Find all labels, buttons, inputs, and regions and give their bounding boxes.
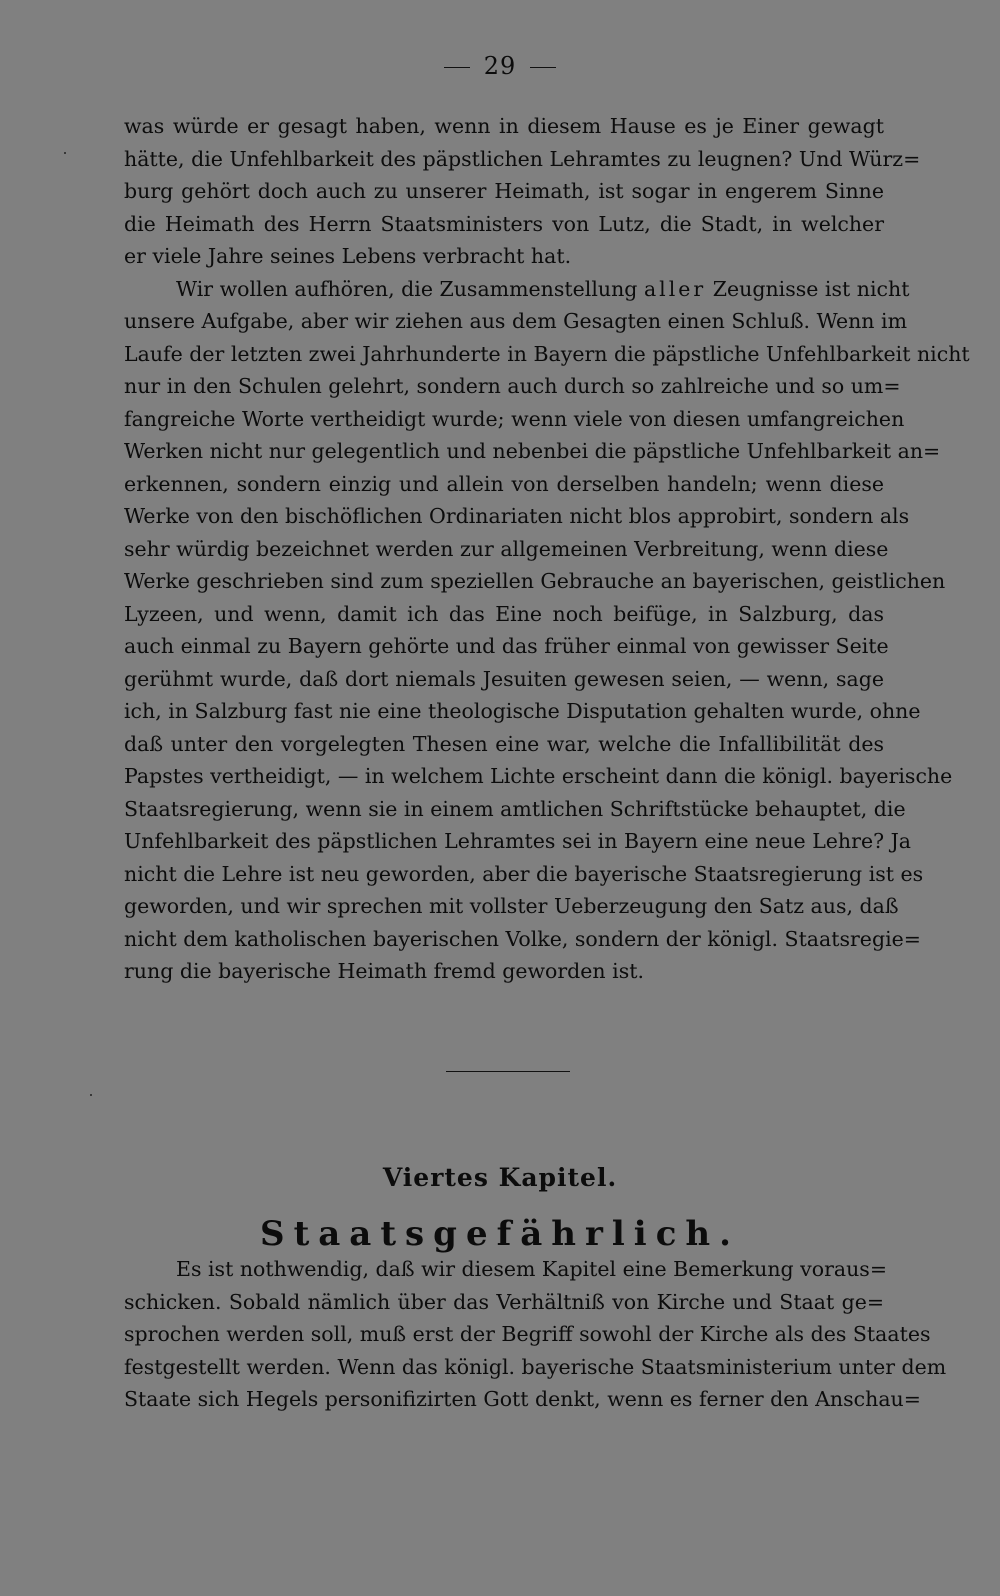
text-line: sprochen werden soll, muß erst der Begriff sowohl der Kirche als des Staates bbox=[124, 1322, 931, 1346]
text-line: erkennen, sondern einzig und allein von derselben handeln; wenn diese bbox=[124, 471, 884, 496]
chapter-title: Staatsgefährlich. bbox=[260, 1214, 740, 1254]
text-line: nur in den Schulen gelehrt, sondern auch durch so zahlreiche und so um= bbox=[124, 374, 901, 398]
header-dash-left bbox=[444, 67, 470, 68]
text-line: Laufe der letzten zwei Jahrhunderte in Bayern die päpstliche Unfehlbarkeit nicht bbox=[124, 341, 970, 366]
text-line: Werke geschrieben sind zum speziellen Gebrauche an bayerischen, geistlichen bbox=[124, 569, 946, 593]
emphasized-word: aller bbox=[643, 276, 707, 301]
paragraph-continuation bbox=[124, 110, 970, 988]
text-line: hätte, die Unfehlbarkeit des päpstlichen Lehramtes zu leugnen? Und Würz= bbox=[124, 146, 921, 171]
chapter-heading: Viertes Kapitel. bbox=[382, 1163, 618, 1192]
text-line: Unfehlbarkeit des päpstlichen Lehramtes sei in Bayern eine neue Lehre? Ja bbox=[124, 829, 912, 853]
text-line: Werke von den bischöflichen Ordinariaten nicht blos approbirt, sondern als bbox=[124, 504, 910, 528]
text-line: burg gehört doch auch zu unserer Heimath, ist sogar in engerem Sinne bbox=[124, 179, 884, 203]
text-line: Staate sich Hegels personifizirten Gott denkt, wenn es ferner den Anschau= bbox=[124, 1387, 921, 1411]
text-line: er viele Jahre seines Lebens verbracht hat. bbox=[124, 244, 572, 268]
text-line: nicht die Lehre ist neu geworden, aber die bayerische Staatsregierung ist es bbox=[124, 861, 924, 886]
text-line: Papstes vertheidigt, — in welchem Lichte erscheint dann die königl. bayerische bbox=[124, 764, 953, 788]
text-line: unsere Aufgabe, aber wir ziehen aus dem Gesagten einen Schluß. Wenn im bbox=[124, 309, 908, 333]
text-line-paragraph-start bbox=[124, 273, 910, 306]
text-line: schicken. Sobald nämlich über das Verhältniß von Kirche und Staat ge= bbox=[124, 1289, 884, 1314]
chapter-opening-paragraph bbox=[124, 1253, 947, 1416]
text-line: was würde er gesagt haben, wenn in diesem Hause es je Einer gewagt bbox=[124, 114, 884, 138]
text-fragment: Wir wollen aufhören, die Zusammenstellung bbox=[176, 276, 638, 301]
text-fragment: Zeugnisse ist nicht bbox=[712, 276, 910, 301]
text-line: sehr würdig bezeichnet werden zur allgemeinen Verbreitung, wenn diese bbox=[124, 536, 889, 561]
text-line: die Heimath des Herrn Staatsministers von Lutz, die Stadt, in welcher bbox=[124, 211, 884, 236]
text-line: geworden, und wir sprechen mit vollster Ueberzeugung den Satz aus, daß bbox=[124, 894, 899, 918]
page-number: 29 bbox=[483, 52, 517, 80]
text-line: festgestellt werden. Wenn das königl. bayerische Staatsministerium unter dem bbox=[124, 1354, 947, 1379]
paper-speck bbox=[90, 1094, 92, 1096]
page-number-header bbox=[0, 52, 1000, 80]
text-line: nicht dem katholischen bayerischen Volke, sondern der königl. Staatsregie= bbox=[124, 926, 921, 951]
text-line: gerühmt wurde, daß dort niemals Jesuiten gewesen seien, — wenn, sage bbox=[124, 666, 884, 691]
text-line: Lyzeen, und wenn, damit ich das Eine noch beifüge, in Salzburg, das bbox=[124, 601, 884, 626]
text-line: Staatsregierung, wenn sie in einem amtlichen Schriftstücke behauptet, die bbox=[124, 796, 906, 821]
text-line: fangreiche Worte vertheidigt wurde; wenn viele von diesen umfangreichen bbox=[124, 406, 905, 431]
text-line: Werken nicht nur gelegentlich und nebenbei die päpstliche Unfehlbarkeit an= bbox=[124, 439, 941, 463]
text-line: daß unter den vorgelegten Thesen eine war, welche die Infallibilität des bbox=[124, 731, 884, 756]
text-line: auch einmal zu Bayern gehörte und das früher einmal von gewisser Seite bbox=[124, 634, 889, 658]
section-separator-rule bbox=[446, 1071, 570, 1072]
text-line-paragraph-start: Es ist nothwendig, daß wir diesem Kapitel eine Bemerkung voraus= bbox=[176, 1257, 888, 1281]
text-line: rung die bayerische Heimath fremd geworden ist. bbox=[124, 959, 644, 983]
text-line: ich, in Salzburg fast nie eine theologische Disputation gehalten wurde, ohne bbox=[124, 699, 921, 723]
header-dash-right bbox=[530, 67, 556, 68]
paper-speck bbox=[64, 152, 66, 154]
